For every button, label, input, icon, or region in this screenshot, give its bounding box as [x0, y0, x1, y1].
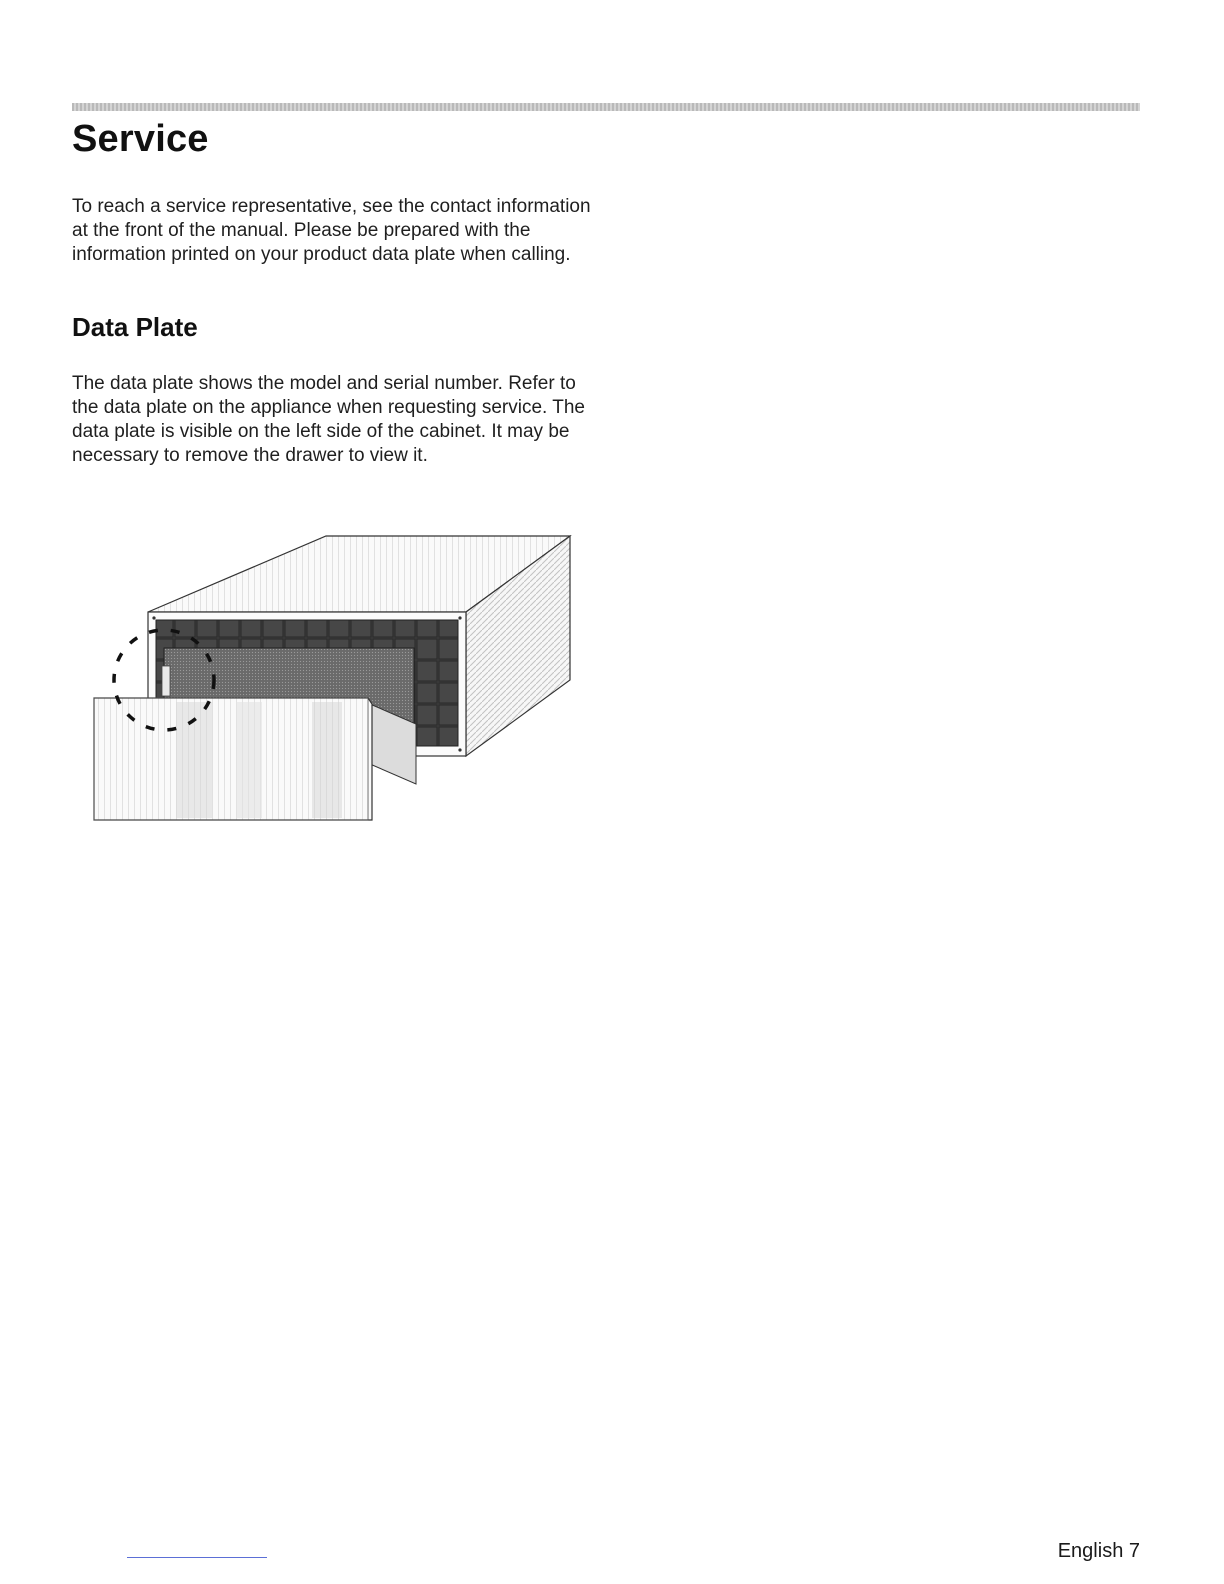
page-footer: English 7 — [1057, 1540, 1140, 1562]
intro-paragraph: To reach a service representative, see the contact information at the front of the manual. Please be prepared with the information printed on your product data plate when calling. — [72, 196, 591, 265]
section-heading: Data Plate — [72, 312, 198, 342]
section-body: The data plate shows the model and serial number. Refer to the data plate on the appliance when requesting service. The data plate is visible on the left side of the cabinet. It may be necessary to remove the drawer to view it. — [72, 373, 585, 466]
top-rule — [72, 103, 1140, 111]
drawer-data-plate-illustration — [86, 528, 586, 828]
data-plate — [162, 666, 170, 696]
bottom-rule — [127, 1557, 267, 1558]
page-title: Service — [72, 118, 209, 160]
